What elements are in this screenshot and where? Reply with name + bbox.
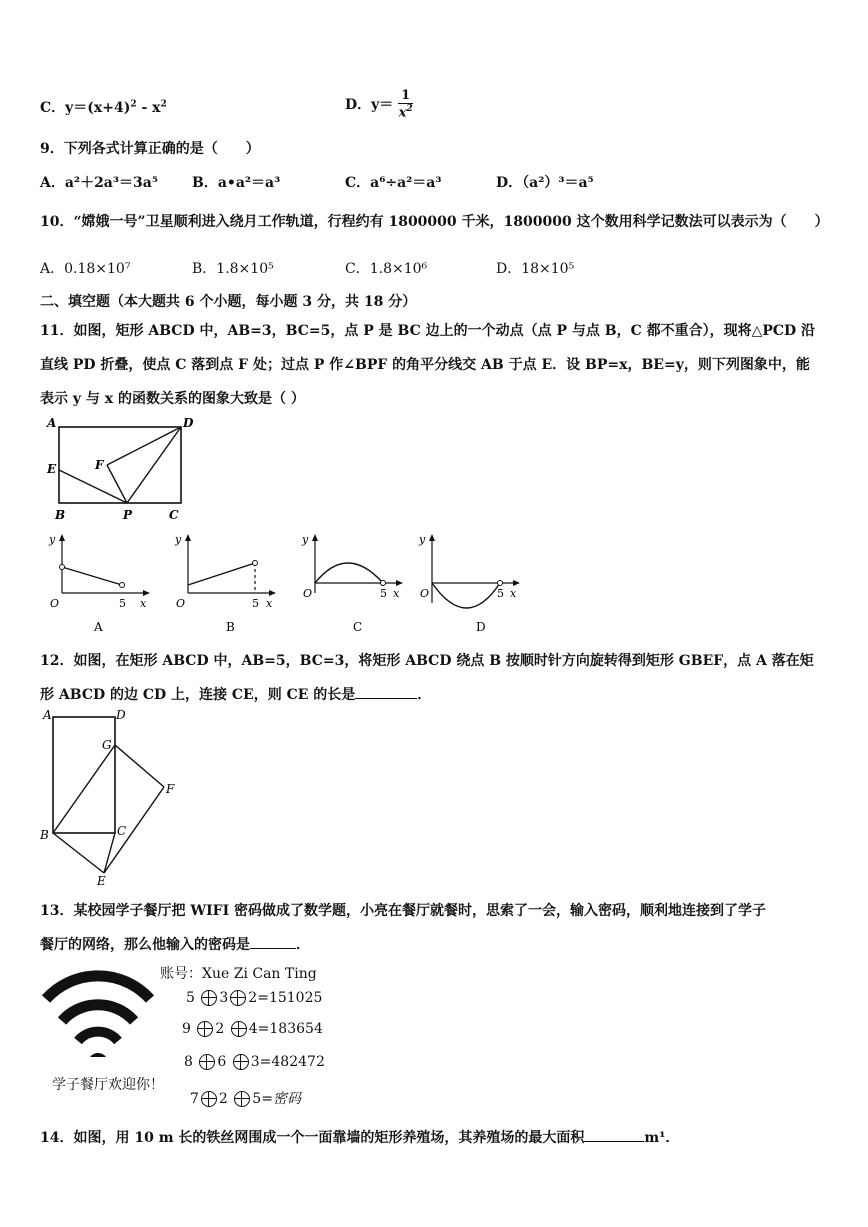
wifi-equation-4: 7 2 5=密码 <box>190 1091 301 1107</box>
q11-graph-c-label: C <box>353 620 363 634</box>
q8-option-d-fraction: $\frac{1}{x^2}$ <box>398 88 413 121</box>
q11-graph-d-5: 5 <box>497 587 504 600</box>
q11-graph-c-o: O <box>303 587 313 600</box>
oplus-icon <box>201 1091 217 1107</box>
wifi-icon <box>38 965 158 1065</box>
q12-label-e: E <box>97 874 106 887</box>
q10-option-a: A．0.18×10⁷ <box>40 261 131 277</box>
q11-label-p: P <box>123 508 133 522</box>
q12-label-g: G <box>102 738 112 752</box>
section-2-heading: 二、填空题（本大题共 6 个小题，每小题 3 分，共 18 分） <box>40 294 417 310</box>
q11-graph-a-o: O <box>50 597 60 610</box>
q13-answer-blank[interactable] <box>250 936 296 949</box>
q11-graph-c-5: 5 <box>380 587 387 600</box>
wifi-equation-3: 8 6 3=482472 <box>184 1054 325 1070</box>
oplus-icon <box>197 1021 213 1037</box>
q12-rotated-rectangle-figure <box>38 707 188 887</box>
q11-graph-a-label: A <box>94 620 103 634</box>
q9-stem: 9．下列各式计算正确的是（ ） <box>40 141 260 157</box>
q11-graph-d-y: y <box>419 533 426 546</box>
q9-option-d: D．（a²）³＝a⁵ <box>496 175 594 191</box>
q11-label-d: D <box>183 416 194 430</box>
oplus-icon <box>199 1054 215 1070</box>
q11-graph-b-5: 5 <box>252 597 259 610</box>
q12-label-f: F <box>166 782 175 796</box>
q11-graph-d-x: x <box>510 587 517 600</box>
q11-graph-b-x: x <box>266 597 273 610</box>
q8-option-c: C．$y=(x+4)^2 - x^2$ <box>40 99 167 116</box>
wifi-equation-1: 5 3 2=151025 <box>186 990 323 1006</box>
q12-label-d: D <box>116 708 126 722</box>
q9-option-a: A．a²＋2a³＝3a⁵ <box>40 175 158 191</box>
q11-graph-a-y: y <box>49 533 56 546</box>
q13-line-2: 餐厅的网络，那么他输入的密码是 ． <box>40 937 310 953</box>
oplus-icon <box>234 1091 250 1107</box>
q14-text: 14．如图，用 10 m 长的铁丝网围成一个一面靠墙的矩形养殖场，其养殖场的最大面积 m¹． <box>40 1130 680 1146</box>
q12-label-b: B <box>40 828 49 842</box>
q10-option-d: D．18×10⁵ <box>496 261 575 277</box>
q11-graph-a <box>42 533 157 638</box>
q11-graph-a-x: x <box>140 597 147 610</box>
q10-stem: 10．“嫦娥一号”卫星顺利进入绕月工作轨道，行程约有 1800000 千米，1800000 这个数用科学记数法可以表示为（ ） <box>40 214 829 230</box>
q12-line-1: 12．如图，在矩形 ABCD 中，AB=5，BC=3，将矩形 ABCD 绕点 B 按顺时针方向旋转得到矩形 GBEF，点 A 落在矩 <box>40 653 814 669</box>
q12-line-2: 形 ABCD 的边 CD 上，连接 CE，则 CE 的长是 ． <box>40 687 432 703</box>
oplus-icon <box>231 1021 247 1037</box>
q12-label-a: A <box>43 708 52 722</box>
q11-label-b: B <box>55 508 66 522</box>
q11-graph-d-o: O <box>420 587 430 600</box>
wifi-welcome-text: 学子餐厅欢迎你！ <box>52 1077 164 1093</box>
q11-graph-c <box>295 533 410 638</box>
q11-graph-c-y: y <box>302 533 309 546</box>
q11-line-2: 直线 PD 折叠，使点 C 落到点 F 处；过点 P 作∠BPF 的角平分线交 AB 于点 E．设 BP=x，BE=y，则下列图象中，能 <box>40 357 810 373</box>
q10-option-b: B．1.8×10⁵ <box>192 261 274 277</box>
q12-answer-blank[interactable] <box>355 686 417 699</box>
q11-graph-d <box>412 533 527 638</box>
q11-label-c: C <box>169 508 179 522</box>
wifi-equation-2: 9 2 4=183654 <box>182 1021 323 1037</box>
q11-graph-a-5: 5 <box>119 597 126 610</box>
oplus-icon <box>230 990 246 1006</box>
q11-graph-b <box>168 533 283 638</box>
oplus-icon <box>201 990 217 1006</box>
q9-option-b: B．a•a²＝a³ <box>192 175 281 191</box>
q9-option-c: C．a⁶÷a²＝a³ <box>345 175 442 191</box>
q8-option-d: D．y＝ $\frac{1}{x^2}$ <box>345 88 413 121</box>
q13-line-1: 13．某校园学子餐厅把 WIFI 密码做成了数学题，小亮在餐厅就餐时，思索了一会，输入密码，顺利地连接到了学子 <box>40 903 766 919</box>
q11-graph-c-x: x <box>393 587 400 600</box>
q14-answer-blank[interactable] <box>584 1129 644 1142</box>
q11-line-1: 11．如图，矩形 ABCD 中，AB=3，BC=5，点 P 是 BC 边上的一个动点（点 P 与点 B，C 都不重合），现将△PCD 沿 <box>40 323 816 339</box>
q10-option-c: C．1.8×10⁶ <box>345 261 428 277</box>
q11-rectangle-figure <box>45 415 195 525</box>
wifi-account: 账号：Xue Zi Can Ting <box>160 966 317 982</box>
q11-label-f: F <box>95 458 104 472</box>
q11-label-e: E <box>47 462 57 476</box>
q11-line-3: 表示 y 与 x 的函数关系的图象大致是（ ） <box>40 391 305 407</box>
q11-label-a: A <box>47 416 57 430</box>
q11-graph-b-y: y <box>175 533 182 546</box>
q12-label-c: C <box>117 824 127 838</box>
q11-graph-d-label: D <box>476 620 486 634</box>
q11-graph-b-label: B <box>226 620 235 634</box>
oplus-icon <box>233 1054 249 1070</box>
q11-graph-b-o: O <box>176 597 186 610</box>
